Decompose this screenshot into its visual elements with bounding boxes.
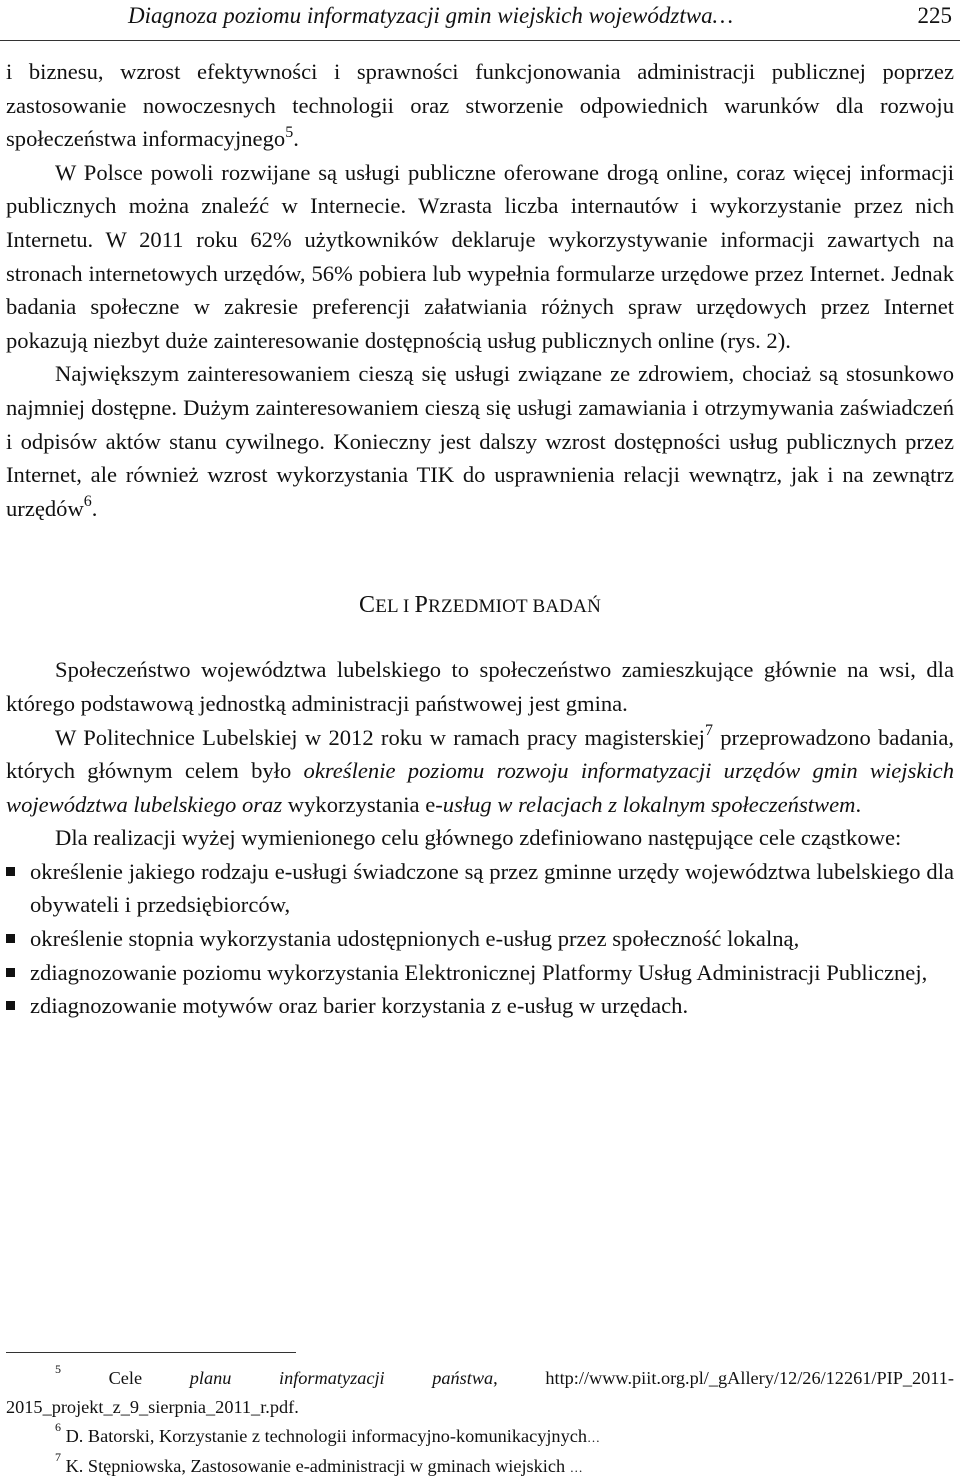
list-item-text: określenie jakiego rodzaju e-usługi świadczone są przez gminne urzędy województwa lubelskiego dla obywateli i przedsiębiorców, [30,858,954,918]
footnote [6,1361,954,1422]
paragraph: W Polsce powoli rozwijane są usługi publiczne oferowane drogą online, coraz więcej informacji publicznych można znaleźć w Internecie. Wzrasta liczba internautów i wykorzystanie przez nich Internetu. W 2011 roku 62% użytkowników deklaruje wykorzystywanie informacji zawartych na stronach internetowych urzędów, 56% pobiera lub wypełnia formularze urzędowe przez Internet. Jednak badania społeczne w zakresie preferencji załatwiania różnych spraw urzędowych przez Internet pokazują niezbyt duże zainteresowanie dostępnością usług publicznych online (rys. 2). [6,159,954,353]
paragraph [6,721,954,822]
ellipsis: … [569,1460,583,1475]
running-title: Diagnoza poziomu informatyzacji gmin wiejskich województwa… [128,3,734,28]
paragraph: Dla realizacji wyżej wymienionego celu głównego zdefiniowano następujące cele cząstkowe: [55,825,902,851]
footnote-number: 5 [55,1361,61,1376]
paragraph [6,357,954,525]
square-bullet-icon [6,1001,15,1010]
paragraph-text: . [91,495,98,521]
square-bullet-icon [6,867,15,876]
square-bullet-icon [6,968,15,977]
footnote-divider [6,1352,296,1353]
emphasis-text: usług w relacjach z lokalnym społeczeństwem [442,791,856,817]
heading-letter: P [414,592,429,619]
paragraph-text: wykorzystania e- [282,791,443,817]
list-item [6,956,954,990]
goals-list [6,855,954,1023]
footnote-ref[interactable]: 7 [704,721,713,739]
footnotes [6,1361,954,1482]
list-item [6,989,954,1023]
emphasis-text: określenie poziomu rozwoju informatyzacji urzędów gmin wiejskich województwa lubelskiego oraz [6,758,954,817]
square-bullet-icon [6,934,15,943]
heading-text: RZEDMIOT BADAŃ [428,596,602,618]
paragraph: Społeczeństwo województwa lubelskiego to społeczeństwo zamieszkujące głównie na wsi, dla którego podstawową jednostką administracji państwowej jest gmina. [6,657,954,716]
footnote [6,1449,954,1482]
footnote [6,1419,954,1452]
section-heading [6,589,954,623]
paragraph-text: . [855,791,862,817]
footnote-link[interactable]: , http://www.piit.org.pl/_gAllery/12/26/12261/PIP_2011-2015_projekt_z_9_sierpnia_2011_r.pdf. [6,1368,954,1417]
page-number: 225 [917,3,952,28]
list-item [6,855,954,922]
footnote-number: 7 [55,1449,61,1464]
list-item-text: określenie stopnia wykorzystania udostępnionych e-usług przez społeczność lokalną, [30,926,800,952]
ellipsis: … [586,1430,600,1445]
footnote-number: 6 [55,1419,61,1434]
footnote-text: K. Stępniowska, Zastosowanie e-administracji w gminach wiejskich [61,1456,570,1476]
paragraph-text: przeprowadzono badania, których głównym celem było [6,724,954,784]
paragraph-text: . [293,126,299,152]
list-item-text: zdiagnozowanie motywów oraz barier korzystania z e-usług w urzędach. [30,993,689,1019]
heading-text: EL I [375,596,415,618]
footnote-ref[interactable]: 6 [83,493,92,511]
footnote-ref[interactable]: 5 [285,123,294,141]
footnote-text: D. Batorski, Korzystanie z technologii informacyjno-komunikacyjnych [61,1426,587,1446]
heading-letter: C [358,592,376,619]
paragraph-text: i biznesu, wzrost efektywności i sprawności funkcjonowania administracji publicznej poprzez zastosowanie nowoczesnych technologii oraz stworzenie odpowiednich warunków dla rozwoju społeczeństwa informacyjnego [6,59,954,152]
footnote-text: Cele [61,1368,190,1388]
body-text [6,55,954,1023]
paragraph [6,55,954,156]
list-item-text: zdiagnozowanie poziomu wykorzystania Elektronicznej Platformy Usług Administracji Publicznej, [30,959,928,985]
running-header [0,0,960,41]
paragraph-text: Największym zainteresowaniem cieszą się usługi związane ze zdrowiem, chociaż są stosunkowo najmniej dostępne. Dużym zainteresowaniem cieszą się usługi zamawiania i otrzymywania zaświadczeń i odpisów aktów stanu cywilnego. Konieczny jest dalszy wzrost dostępności usług publicznych przez Internet, ale również wzrost wykorzystania TIK do usprawnienia relacji wewnątrz, jak i na zewnątrz urzędów [6,361,954,521]
paragraph-text: W Politechnice Lubelskiej w 2012 roku w ramach pracy magisterskiej [55,724,705,750]
list-item [6,922,954,956]
footnote-title: planu informatyzacji państwa [189,1368,494,1388]
